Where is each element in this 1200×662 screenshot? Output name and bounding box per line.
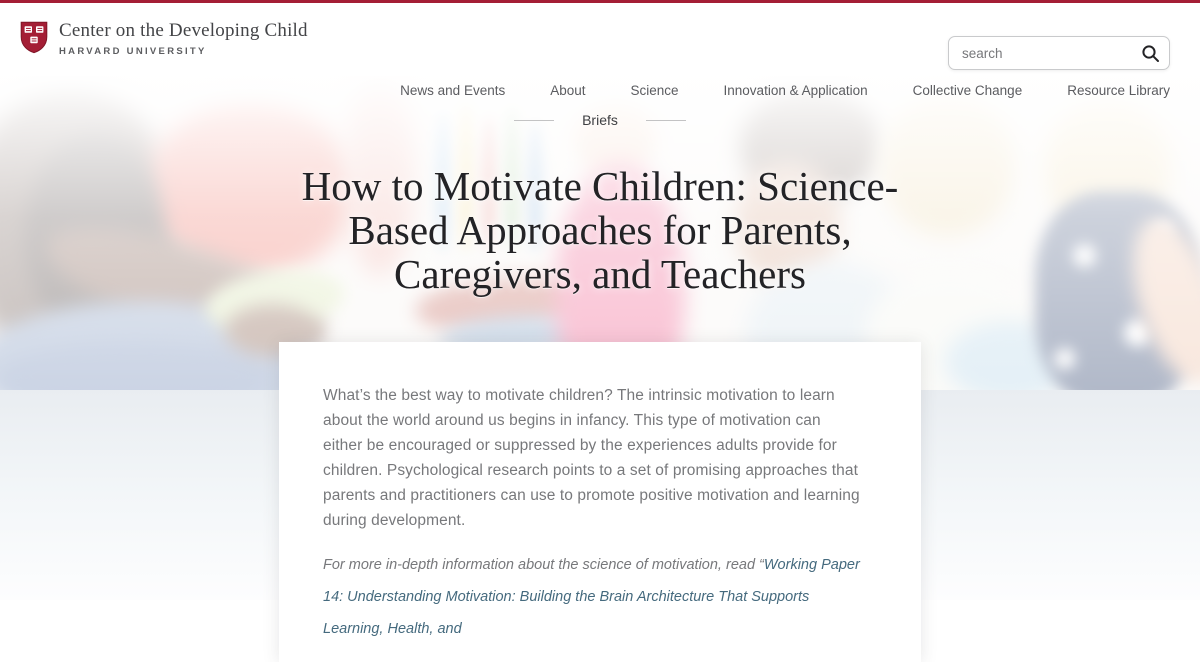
decorative-line-right — [646, 120, 686, 121]
site-subtitle: HARVARD UNIVERSITY — [59, 46, 207, 57]
logo-text — [59, 19, 308, 57]
site-name: Center on the Developing Child — [59, 20, 308, 41]
section-label-briefs[interactable]: Briefs — [582, 112, 618, 128]
search-input[interactable] — [962, 46, 1139, 61]
decorative-line-left — [514, 120, 554, 121]
page-title — [0, 164, 1200, 296]
nav-item-collective-change[interactable]: Collective Change — [912, 83, 1023, 98]
nav-item-about[interactable]: About — [550, 83, 586, 98]
nav-item-resource-library[interactable]: Resource Library — [1067, 83, 1170, 98]
nav-item-science[interactable]: Science — [630, 83, 679, 98]
article-card — [279, 342, 921, 662]
search-box — [948, 36, 1170, 70]
search-button[interactable] — [1139, 41, 1161, 65]
nav-item-news-and-events[interactable]: News and Events — [400, 83, 506, 98]
article-note-paragraph — [323, 549, 861, 645]
page-title-line-1: How to Motivate Children: Science- — [301, 163, 899, 209]
note-prefix-text: For more in-depth information about the science of motivation, read “ — [323, 557, 764, 573]
article-intro-paragraph: What’s the best way to motivate children? The intrinsic motivation to learn about the world around us begins in infancy. This type of motivation can either be encouraged or suppressed by the experiences adults provide for children. Psychological research points to a set of promising approaches that parents and practitioners can use to promote positive motivation and learning during development. — [323, 387, 860, 529]
page-title-line-3: Caregivers, and Teachers — [394, 251, 806, 297]
working-paper-link[interactable]: Working Paper 14: Understanding Motivation: Building the Brain Architecture That Supports Learning, Health, and — [323, 557, 860, 637]
main-nav — [400, 83, 1170, 98]
site-logo[interactable] — [20, 19, 308, 57]
nav-item-innovation-application[interactable]: Innovation & Application — [723, 83, 868, 98]
crimson-top-bar — [0, 0, 1200, 3]
section-label-row — [0, 112, 1200, 128]
magnifier-icon — [1141, 44, 1160, 63]
page-title-line-2: Based Approaches for Parents, — [348, 207, 852, 253]
harvard-shield-icon — [20, 21, 48, 54]
site-header — [0, 0, 1200, 76]
